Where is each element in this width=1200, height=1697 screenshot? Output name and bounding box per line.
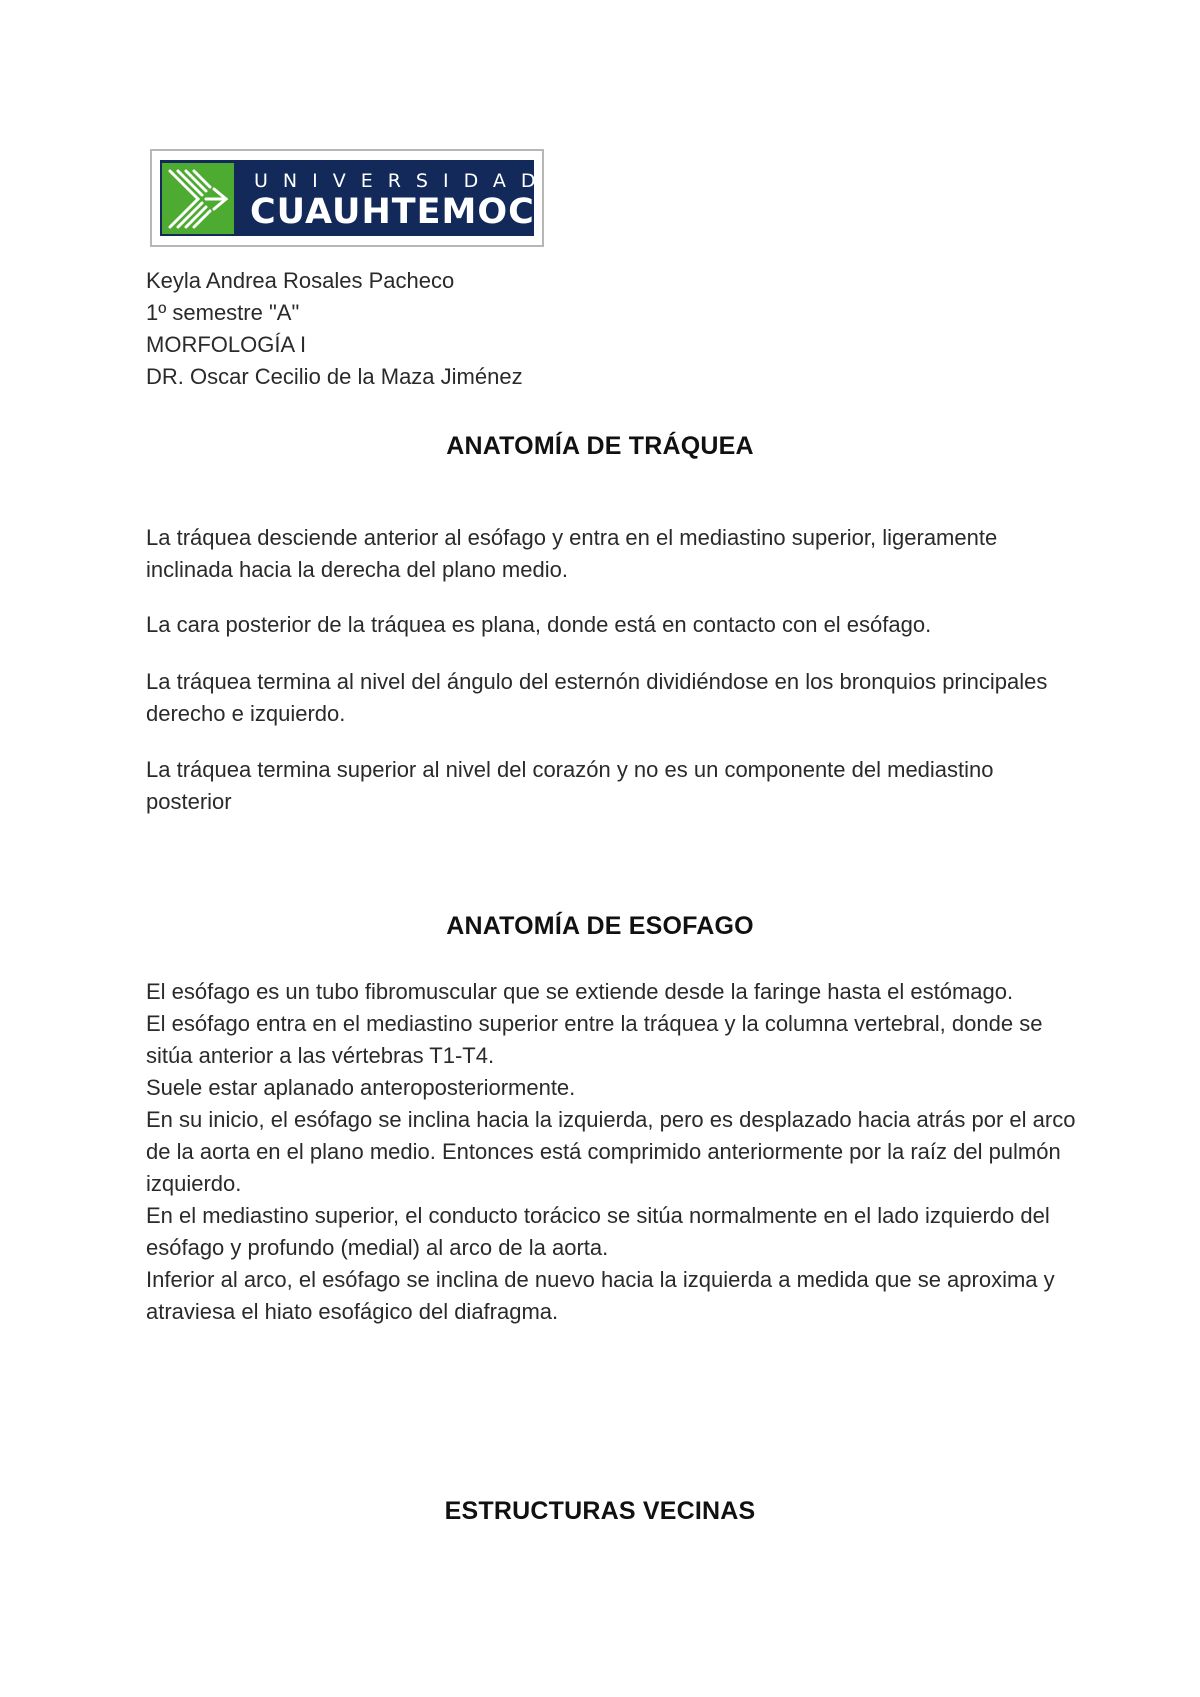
author-name: Keyla Andrea Rosales Pacheco <box>146 268 455 293</box>
author-semester: 1º semestre "A" <box>146 300 300 325</box>
author-block <box>146 265 523 393</box>
heading-anatomia-esofago: ANATOMÍA DE ESOFAGO <box>446 912 754 940</box>
esofago-line: Suele estar aplanado anteroposteriormente. <box>146 1075 576 1100</box>
traquea-paragraph: La tráquea termina al nivel del ángulo del esternón dividiéndose en los bronquios principales derecho e izquierdo. <box>146 669 1048 726</box>
esofago-line: El esófago entra en el mediastino superior entre la tráquea y la columna vertebral, donde se sitúa anterior a las vértebras T1-T4. <box>146 1011 1043 1068</box>
heading-anatomia-traquea: ANATOMÍA DE TRÁQUEA <box>446 432 754 460</box>
traquea-paragraph: La tráquea termina superior al nivel del corazón y no es un componente del mediastino posterior <box>146 757 994 814</box>
logo-text-cuauhtemoc: CUAUHTEMOC <box>250 192 535 232</box>
subject-name: MORFOLOGÍA I <box>146 332 307 357</box>
logo-text-universidad: UNIVERSIDAD <box>254 170 551 192</box>
esofago-line: El esófago es un tubo fibromuscular que se extiende desde la faringe hasta el estómago. <box>146 979 1014 1004</box>
professor-name: DR. Oscar Cecilio de la Maza Jiménez <box>146 364 523 389</box>
esofago-text-block <box>146 976 1076 1328</box>
esofago-line: En su inicio, el esófago se inclina hacia la izquierda, pero es desplazado hacia atrás por el arco de la aorta en el plano medio. Entonces está comprimido anteriormente por la raíz del pulmón izquierdo. <box>146 1107 1076 1196</box>
traquea-paragraph: La cara posterior de la tráquea es plana, donde está en contacto con el esófago. <box>146 612 932 637</box>
traquea-paragraph: La tráquea desciende anterior al esófago y entra en el mediastino superior, ligeramente inclinada hacia la derecha del plano medio. <box>146 525 998 582</box>
esofago-line: Inferior al arco, el esófago se inclina de nuevo hacia la izquierda a medida que se aproxima y atraviesa el hiato esofágico del diafragma. <box>146 1267 1055 1324</box>
university-logo <box>150 149 551 247</box>
logo-banner <box>160 160 551 236</box>
logo-emblem-icon <box>162 163 234 234</box>
heading-estructuras-vecinas: ESTRUCTURAS VECINAS <box>444 1497 756 1525</box>
esofago-line: En el mediastino superior, el conducto torácico se sitúa normalmente en el lado izquierdo del esófago y profundo (medial) al arco de la aorta. <box>146 1203 1050 1260</box>
